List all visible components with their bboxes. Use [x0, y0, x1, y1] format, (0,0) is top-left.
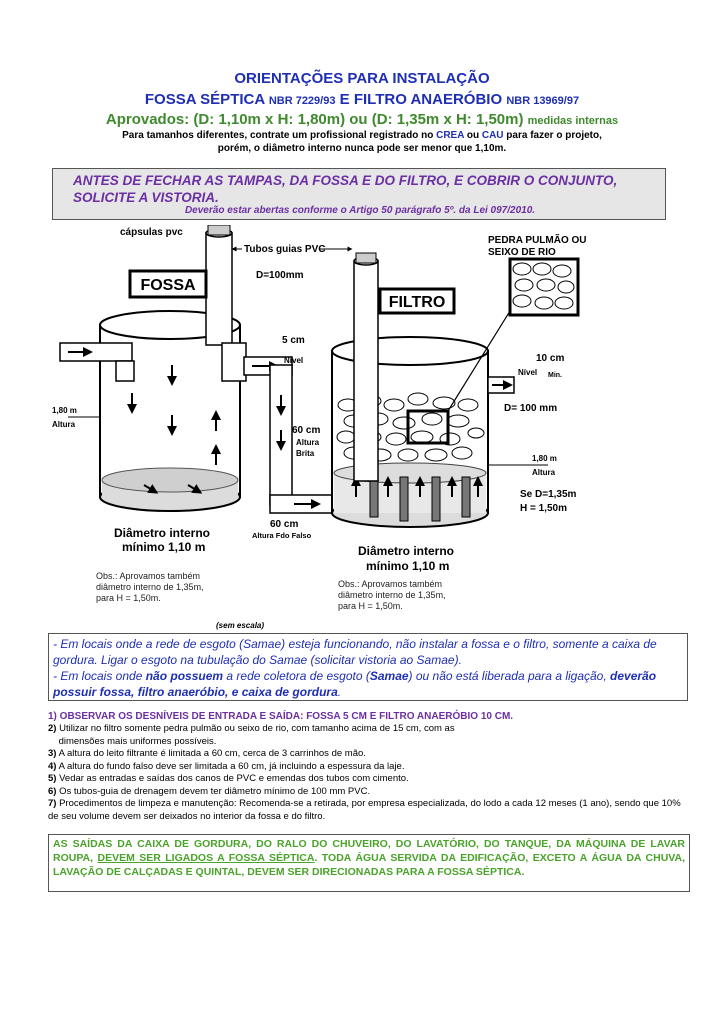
label-se-h: H = 1,50m [520, 503, 567, 514]
label-5cm: 5 cm [282, 335, 305, 346]
obs-filtro-1: Obs.: Aprovamos também [338, 579, 443, 589]
label-filtro-height: 1,80 m [532, 454, 557, 463]
installation-diagram [48, 225, 628, 635]
rule-4: 4) A altura do fundo falso deve ser limitada a 60 cm, já incluindo a espessura da laje. [48, 760, 405, 772]
info-p2-a: - Em locais onde [53, 669, 146, 683]
filtro-guide-tube [354, 253, 378, 481]
inspection-warning-box [52, 168, 666, 220]
professional-note [0, 129, 724, 155]
rules-list [48, 723, 688, 823]
info-p2-e: ) ou não está liberada para a ligação, [408, 669, 607, 683]
fossa-inlet-pipe [60, 343, 134, 381]
rule-6: 6) Os tubos-guia de drenagem devem ter diâmetro mínimo de 100 mm PVC. [48, 785, 371, 797]
fossa-guide-tube [206, 225, 232, 345]
note-or: ou [464, 130, 482, 141]
rule-7: 7) Procedimentos de limpeza e manutenção: Recomenda-se a retirada, por empresa especializada, do lodo a cada 12 meses (1 ano), sendo que 10% de seu volume devem ser deixados no interior da fossa e do filtro. [48, 798, 681, 822]
label-se-d: Se D=1,35m [520, 489, 577, 500]
obs-filtro-2: diâmetro interno de 1,35m, [338, 590, 446, 600]
approved-sizes [0, 111, 724, 128]
label-seixo-rio: SEIXO DE RIO [488, 247, 556, 258]
page-title: ORIENTAÇÕES PARA INSTALAÇÃO [234, 70, 490, 87]
subtitle-fossa: FOSSA SÉPTICA [144, 91, 265, 108]
drainage-text-c: . TODA ÁGUA SERVIDA DA EDIFICAÇÃO, EXCETO A ÁGUA DA CHUVA, LAVAÇÃO DE CALÇADAS E QUINTAL, DEVEM SER DIRECIONADAS PARA A FOSSA SÉPTICA. [53, 852, 685, 878]
fossa-sign [130, 271, 206, 297]
label-diametro-filtro: Diâmetro interno [358, 544, 455, 558]
info-no-network [53, 668, 683, 700]
info-p2-samae: Samae [369, 669, 409, 683]
obs-fossa-1: Obs.: Aprovamos também [96, 571, 201, 581]
label-sem-escala: (sem escala) [216, 621, 265, 630]
rule-1: 1) OBSERVAR OS DESNÍVEIS DE ENTRADA E SAÍDA: FOSSA 5 CM E FILTRO ANAERÓBIO 10 CM. [48, 711, 514, 722]
info-samae-network: - Em locais onde a rede de esgoto (Samae) esteja funcionando, não instalar a fossa e o filtro, somente a caixa de gordura. Ligar o esgoto na tubulação do Samae (solicitar vistoria ao Samae). [53, 637, 657, 667]
fossa-label: FOSSA [140, 277, 196, 294]
norm-filtro: NBR 13969/97 [506, 95, 580, 107]
label-fossa-altura: Altura [52, 420, 76, 429]
label-diametro-fossa: Diâmetro interno [114, 526, 211, 540]
note-cau: CAU [481, 130, 504, 141]
info-p2-c: a rede coletora de esgoto ( [223, 669, 370, 683]
drainage-requirements [48, 834, 690, 892]
label-nivel: Nível [284, 356, 304, 365]
drainage-text-emphasis: DEVEM SER LIGADOS A FOSSA SÉPTICA [97, 852, 315, 864]
obs-fossa-2: diâmetro interno de 1,35m, [96, 582, 204, 592]
label-d100: D=100mm [256, 270, 304, 281]
label-d100mm: D= 100 mm [504, 403, 558, 414]
label-pedra-pulmao: PEDRA PULMÃO OU [488, 235, 587, 246]
rule-5: 5) Vedar as entradas e saídas dos canos de PVC e emendas dos tubos com cimento. [48, 773, 409, 784]
obs-filtro-3: para H = 1,50m. [338, 601, 403, 611]
label-nivel-filtro: Nível [518, 368, 538, 377]
subtitle-filtro: E FILTRO ANAERÓBIO [339, 91, 503, 108]
info-p2-g: . [337, 685, 342, 699]
label-fossa-height: 1,80 m [52, 406, 77, 415]
drainage-text-a: AS SAÍDAS DA CAIXA DE GORDURA, DO RALO DO CHUVEIRO, DO LAVATÓRIO, DO TANQUE, DA MÁQUINA DE LAVAR ROUPA, [53, 838, 685, 864]
label-min: Min. [548, 372, 562, 379]
label-60cm-fundo: 60 cm [270, 519, 299, 530]
label-filtro-altura: Altura [532, 468, 556, 477]
norm-fossa: NBR 7229/93 [268, 95, 336, 107]
approved-note: medidas internas [527, 115, 619, 127]
note-text-a: Para tamanhos diferentes, contrate um profissional registrado no [122, 130, 437, 141]
note-line2: porém, o diâmetro interno nunca pode ser menor que 1,10m. [217, 143, 507, 154]
filtro-sign [380, 289, 454, 313]
filtro-label: FILTRO [388, 294, 446, 311]
label-brita: Brita [296, 449, 315, 458]
note-text-b: para fazer o projeto, [503, 130, 602, 141]
sewer-network-info [48, 633, 688, 701]
obs-fossa-3: para H = 1,50m. [96, 593, 161, 603]
page-subtitle [0, 91, 724, 108]
label-minimo-fossa: mínimo 1,10 m [122, 540, 206, 554]
filtro-outlet-pipe [488, 377, 514, 393]
label-altura-brita: Altura [296, 438, 320, 447]
label-10cm: 10 cm [536, 353, 565, 364]
rule-3: 3) A altura do leito filtrante é limitada a 60 cm, cerca de 3 carrinhos de mão. [48, 748, 366, 759]
label-60cm-brita: 60 cm [292, 425, 321, 436]
stone-zoom-box [510, 259, 578, 315]
approved-text: Aprovados: (D: 1,10m x H: 1,80m) ou (D: 1,35m x H: 1,50m) [105, 111, 524, 128]
label-minimo-filtro: mínimo 1,10 m [366, 559, 450, 573]
inspection-law-note: Deverão estar abertas conforme o Artigo 50 parágrafo 5º. da Lei 097/2010. [184, 205, 536, 216]
rule-2: 2) Utilizar no filtro somente pedra pulmão ou seixo de rio, com tamanho acima de 15 cm, com as dimensões mais uniformes possíveis. [48, 723, 455, 747]
info-p2-b: não possuem [145, 669, 224, 683]
info-p2-f: deverão possuir fossa, filtro anaeróbio, e caixa de gordura [53, 669, 657, 699]
label-capsulas: cápsulas pvc [120, 227, 183, 238]
note-crea: CREA [436, 130, 465, 141]
label-altura-fundo-falso: Altura Fdo Falso [252, 531, 312, 540]
inspection-warning: ANTES DE FECHAR AS TAMPAS, DA FOSSA E DO FILTRO, E COBRIR O CONJUNTO, SOLICITE A VISTORIA. [73, 173, 618, 205]
label-tubos-guias: Tubos guias PVC [244, 244, 326, 255]
